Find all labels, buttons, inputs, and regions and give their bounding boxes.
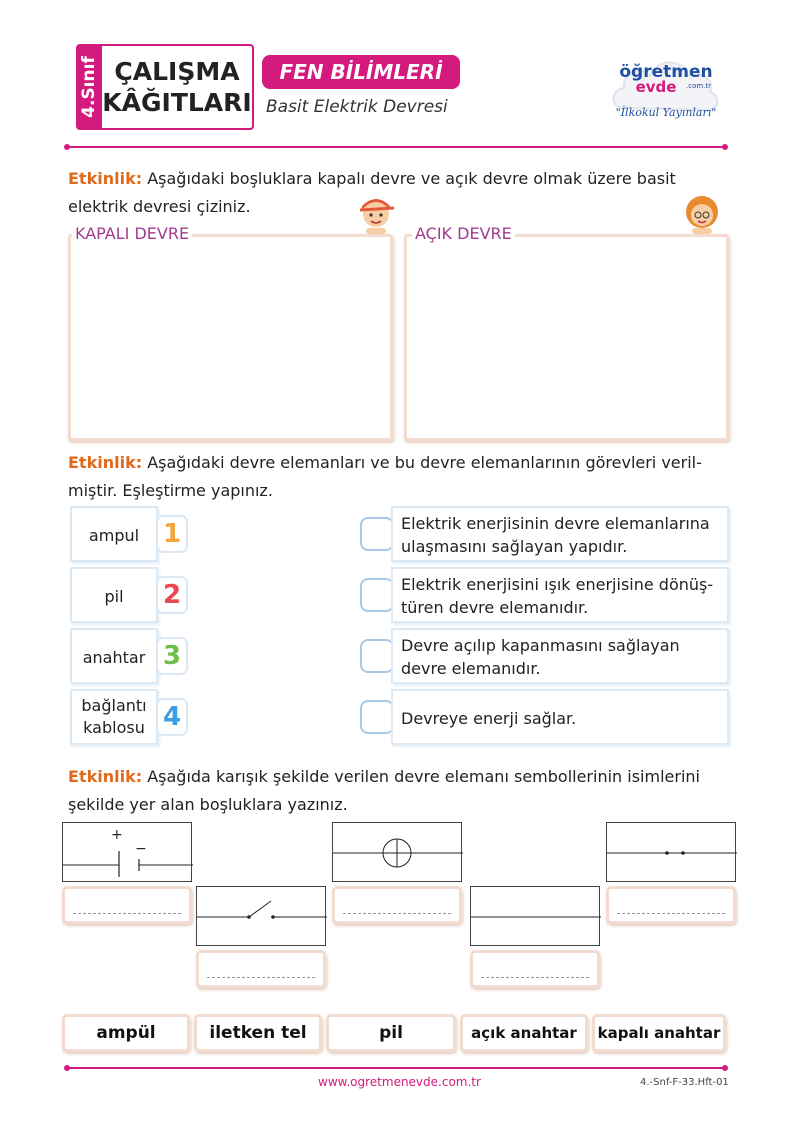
description-card-2 — [391, 567, 729, 623]
answer-box-2[interactable] — [360, 578, 394, 612]
subject-title: FEN BİLİMLERİ — [262, 55, 460, 89]
description-line1: Devre açılıp kapanmasını sağlayan — [401, 636, 680, 655]
closed-switch-symbol-icon — [607, 823, 737, 883]
grade-badge — [76, 44, 102, 130]
footer-code: 4.-Snf-F-33.Hft-01 — [640, 1077, 729, 1088]
description-line2: devre elemanıdır. — [401, 659, 541, 678]
activity3-instruction — [68, 763, 728, 819]
topic-title: Basit Elektrik Devresi — [266, 97, 448, 117]
lamp-symbol-icon — [333, 823, 463, 883]
header-divider — [68, 146, 724, 148]
open-switch-symbol-icon — [197, 887, 327, 947]
option-acik-anahtar[interactable]: açık anahtar — [460, 1014, 588, 1052]
logo-domain: .com.tr — [686, 82, 712, 90]
activity3-text-line1: Aşağıda karışık şekilde verilen devre elemanı sembollerinin isimlerini — [147, 767, 700, 786]
grade-text: 4.Sınıf — [79, 56, 99, 118]
description-line2: türen devre elemanıdır. — [401, 598, 589, 617]
footer-dot-right — [722, 1065, 728, 1071]
open-circuit-drawing-area[interactable] — [404, 234, 729, 441]
number-badge-4: 4 — [156, 698, 188, 736]
activity2-instruction — [68, 449, 728, 505]
wire-symbol-icon — [471, 887, 601, 947]
component-name: pil — [104, 587, 124, 606]
answer-box-3[interactable] — [360, 639, 394, 673]
boy-illustration-icon — [354, 192, 398, 236]
activity2-text-line1: Aşağıdaki devre elemanları ve bu devre elemanlarının görevleri veril- — [147, 453, 702, 472]
description-card-1 — [391, 506, 729, 562]
battery-symbol-icon — [63, 823, 193, 883]
publisher-logo — [606, 46, 726, 132]
closed-circuit-drawing-area[interactable] — [68, 234, 393, 441]
symbol-open-switch — [196, 886, 326, 946]
worksheet-title-box — [102, 44, 254, 130]
symbol-lamp — [332, 822, 462, 882]
battery-minus: − — [135, 841, 147, 857]
footer-url[interactable]: www.ogretmenevde.com.tr — [318, 1075, 481, 1089]
footer-divider — [68, 1067, 724, 1069]
answer-blank-4[interactable] — [470, 950, 600, 988]
component-name-line2: kablosu — [83, 718, 145, 737]
activity2-text-line2: miştir. Eşleştirme yapınız. — [68, 481, 273, 500]
option-ampul[interactable]: ampül — [62, 1014, 190, 1052]
worksheet-title-line2: KÂĞITLARI — [102, 88, 252, 117]
description-card-4 — [391, 689, 729, 745]
option-pil[interactable]: pil — [326, 1014, 456, 1052]
answer-blank-3[interactable] — [332, 886, 462, 924]
option-iletken-tel[interactable]: iletken tel — [194, 1014, 322, 1052]
answer-blank-2[interactable] — [196, 950, 326, 988]
logo-bottom: evde — [635, 78, 677, 96]
description-line1: Elektrik enerjisinin devre elemanlarına — [401, 514, 710, 533]
battery-plus: + — [111, 827, 123, 843]
divider-dot-left — [64, 144, 70, 150]
footer-dot-left — [64, 1065, 70, 1071]
answer-blank-5[interactable] — [606, 886, 736, 924]
description-card-3 — [391, 628, 729, 684]
worksheet-title-line1: ÇALIŞMA — [114, 57, 240, 86]
description-line1: Devreye enerji sağlar. — [401, 709, 577, 728]
activity3-text-line2: şekilde yer alan boşluklara yazınız. — [68, 795, 348, 814]
activity2-label: Etkinlik: — [68, 453, 143, 472]
description-line1: Elektrik enerjisini ışık enerjisine dönüş- — [401, 575, 714, 594]
component-card-ampul — [70, 506, 158, 562]
component-name: anahtar — [82, 648, 146, 667]
description-line2: ulaşmasını sağlayan yapıdır. — [401, 537, 628, 556]
activity1-text-line2: elektrik devresi çiziniz. — [68, 197, 251, 216]
symbol-battery — [62, 822, 192, 882]
girl-illustration-icon — [680, 192, 724, 236]
answer-box-4[interactable] — [360, 700, 394, 734]
activity1-instruction — [68, 165, 728, 221]
divider-dot-right — [722, 144, 728, 150]
logo-top: öğretmen — [619, 62, 713, 82]
number-badge-2: 2 — [156, 576, 188, 614]
symbol-closed-switch — [606, 822, 736, 882]
component-name-line1: bağlantı — [81, 696, 147, 715]
symbol-wire — [470, 886, 600, 946]
activity3-label: Etkinlik: — [68, 767, 143, 786]
number-badge-1: 1 — [156, 515, 188, 553]
component-card-baglanti-kablosu — [70, 689, 158, 745]
answer-box-1[interactable] — [360, 517, 394, 551]
component-name: ampul — [88, 526, 140, 545]
component-card-anahtar — [70, 628, 158, 684]
number-badge-3: 3 — [156, 637, 188, 675]
component-card-pil — [70, 567, 158, 623]
closed-circuit-label: KAPALI DEVRE — [72, 224, 192, 243]
activity1-text-line1: Aşağıdaki boşluklara kapalı devre ve açık devre olmak üzere basit — [147, 169, 676, 188]
activity1-label: Etkinlik: — [68, 169, 143, 188]
option-kapali-anahtar[interactable]: kapalı anahtar — [592, 1014, 726, 1052]
open-circuit-label: AÇIK DEVRE — [412, 224, 515, 243]
logo-slogan: "İlkokul Yayınları" — [615, 106, 717, 119]
answer-blank-1[interactable] — [62, 886, 192, 924]
